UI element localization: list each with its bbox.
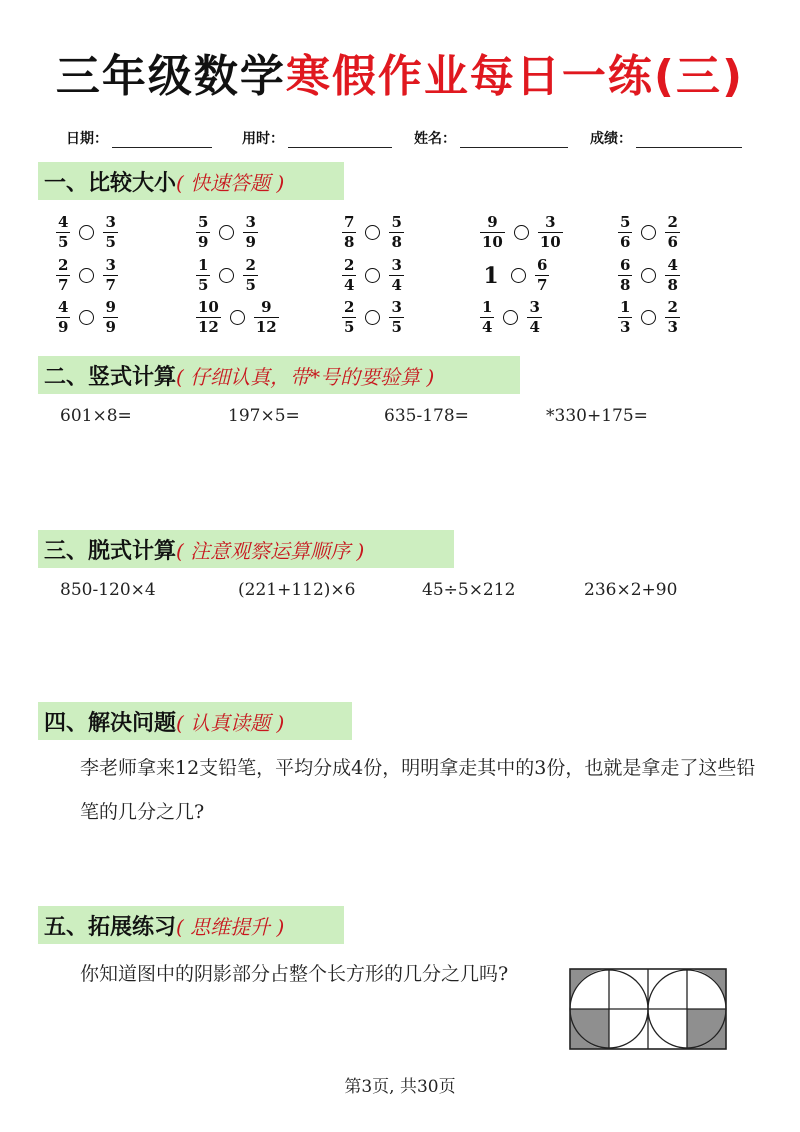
answer-circle[interactable] [79, 225, 94, 240]
date-field[interactable] [66, 128, 212, 148]
date-blank[interactable] [112, 133, 212, 148]
fraction-left: $\frac{2}{7}$ [58, 256, 69, 294]
section-title: 三、脱式计算 [44, 538, 177, 564]
answer-circle[interactable] [365, 225, 380, 240]
calc-expression: 635-178= [384, 406, 469, 426]
section-title: 一、比较大小 [44, 170, 177, 196]
fraction-left: $\frac{5}{9}$ [198, 213, 209, 251]
fraction-left: $\frac{6}{8}$ [620, 256, 631, 294]
section-heading-stepwise [38, 530, 454, 568]
answer-circle[interactable] [365, 268, 380, 283]
compare-item [618, 215, 680, 250]
answer-circle[interactable] [514, 225, 529, 240]
fraction-left: $\frac{10}{12}$ [198, 298, 219, 336]
fraction-left: $\frac{1}{3}$ [620, 298, 631, 336]
whole-number-left: 1 [483, 262, 499, 289]
compare-item [196, 258, 258, 293]
fraction-left: $\frac{9}{10}$ [482, 213, 503, 251]
fraction-left: $\frac{4}{5}$ [58, 213, 69, 251]
name-field[interactable] [414, 128, 568, 148]
calc-expression: 45÷5×212 [422, 580, 516, 600]
fraction-right: $\frac{3}{9}$ [245, 213, 256, 251]
name-label: 姓名： [414, 131, 456, 147]
compare-item [56, 300, 118, 335]
compare-item [618, 300, 680, 335]
fraction-right: $\frac{4}{8}$ [667, 256, 678, 294]
fraction-left: $\frac{4}{9}$ [58, 298, 69, 336]
fraction-left: $\frac{5}{6}$ [620, 213, 631, 251]
fraction-left: $\frac{2}{4}$ [344, 256, 355, 294]
compare-item [618, 258, 680, 293]
fraction-right: $\frac{3}{5}$ [391, 298, 402, 336]
answer-circle[interactable] [365, 310, 380, 325]
compare-item [196, 300, 279, 335]
compare-item [56, 215, 118, 250]
fraction-right: $\frac{2}{5}$ [245, 256, 256, 294]
calc-expression: 197×5= [228, 406, 300, 426]
shaded-rectangle-figure [568, 966, 730, 1054]
title-black-part: 三年级数学 [55, 51, 286, 102]
answer-circle[interactable] [79, 268, 94, 283]
fraction-right: $\frac{3}{10}$ [539, 213, 561, 251]
score-blank[interactable] [636, 133, 742, 148]
section-title: 五、拓展练习 [44, 914, 177, 940]
fraction-right: $\frac{5}{8}$ [391, 213, 402, 251]
calc-expression: 601×8= [60, 406, 132, 426]
section-heading-vertical [38, 356, 520, 394]
section-note: ( 思维提升 ) [176, 914, 285, 939]
section-heading-word-problem [38, 702, 352, 740]
section-heading-compare [38, 162, 344, 200]
compare-item [480, 258, 549, 293]
date-label: 日期： [66, 131, 108, 147]
extension-question: 你知道图中的阴影部分占整个长方形的几分之几吗? [80, 963, 509, 985]
section-note: ( 仔细认真，带*号的要验算 ) [176, 364, 435, 389]
compare-item [196, 215, 258, 250]
info-row [66, 128, 766, 152]
compare-item [56, 258, 118, 293]
answer-circle[interactable] [641, 310, 656, 325]
compare-item [342, 258, 404, 293]
section-heading-extension [38, 906, 344, 944]
answer-circle[interactable] [230, 310, 245, 325]
fraction-left: $\frac{2}{5}$ [344, 298, 355, 336]
time-label: 用时： [242, 131, 284, 147]
section-title: 四、解决问题 [44, 710, 177, 736]
fraction-left: $\frac{1}{5}$ [198, 256, 209, 294]
fraction-left: $\frac{1}{4}$ [482, 298, 493, 336]
answer-circle[interactable] [219, 268, 234, 283]
fraction-right: $\frac{3}{5}$ [105, 213, 116, 251]
score-field[interactable] [590, 128, 742, 148]
fraction-right: $\frac{9}{12}$ [255, 298, 277, 336]
calc-expression: 850-120×4 [60, 580, 156, 600]
page-title [0, 40, 800, 104]
calc-expression: (221+112)×6 [238, 580, 356, 600]
section-note: ( 认真读题 ) [176, 710, 285, 735]
calc-expression: 236×2+90 [584, 580, 678, 600]
fraction-right: $\frac{3}{7}$ [105, 256, 116, 294]
answer-circle[interactable] [641, 268, 656, 283]
page-footer: 第3页, 共30页 [344, 1077, 456, 1097]
answer-circle[interactable] [641, 225, 656, 240]
fraction-right: $\frac{3}{4}$ [391, 256, 402, 294]
fraction-right: $\frac{2}{3}$ [667, 298, 678, 336]
compare-item [342, 300, 404, 335]
fraction-right: $\frac{2}{6}$ [667, 213, 678, 251]
compare-item [342, 215, 404, 250]
fraction-left: $\frac{7}{8}$ [344, 213, 355, 251]
section-note: ( 注意观察运算顺序 ) [176, 538, 365, 563]
name-blank[interactable] [460, 133, 568, 148]
compare-item [480, 215, 563, 250]
compare-item [480, 300, 542, 335]
time-field[interactable] [242, 128, 392, 148]
answer-circle[interactable] [79, 310, 94, 325]
section-title: 二、竖式计算 [44, 364, 177, 390]
answer-circle[interactable] [503, 310, 518, 325]
fraction-right: $\frac{3}{4}$ [529, 298, 540, 336]
fraction-right: $\frac{9}{9}$ [105, 298, 116, 336]
answer-circle[interactable] [219, 225, 234, 240]
score-label: 成绩： [590, 131, 632, 147]
fraction-right: $\frac{6}{7}$ [537, 256, 548, 294]
time-blank[interactable] [288, 133, 392, 148]
title-red-part: 寒假作业每日一练(三) [285, 51, 745, 102]
answer-circle[interactable] [511, 268, 526, 283]
word-problem-text: 李老师拿来12支铅笔，平均分成4份，明明拿走其中的3份，也就是拿走了这些铅笔的几分之几? [80, 757, 756, 823]
calc-expression: *330+175= [546, 406, 648, 426]
section-note: ( 快速答题 ) [176, 170, 285, 195]
